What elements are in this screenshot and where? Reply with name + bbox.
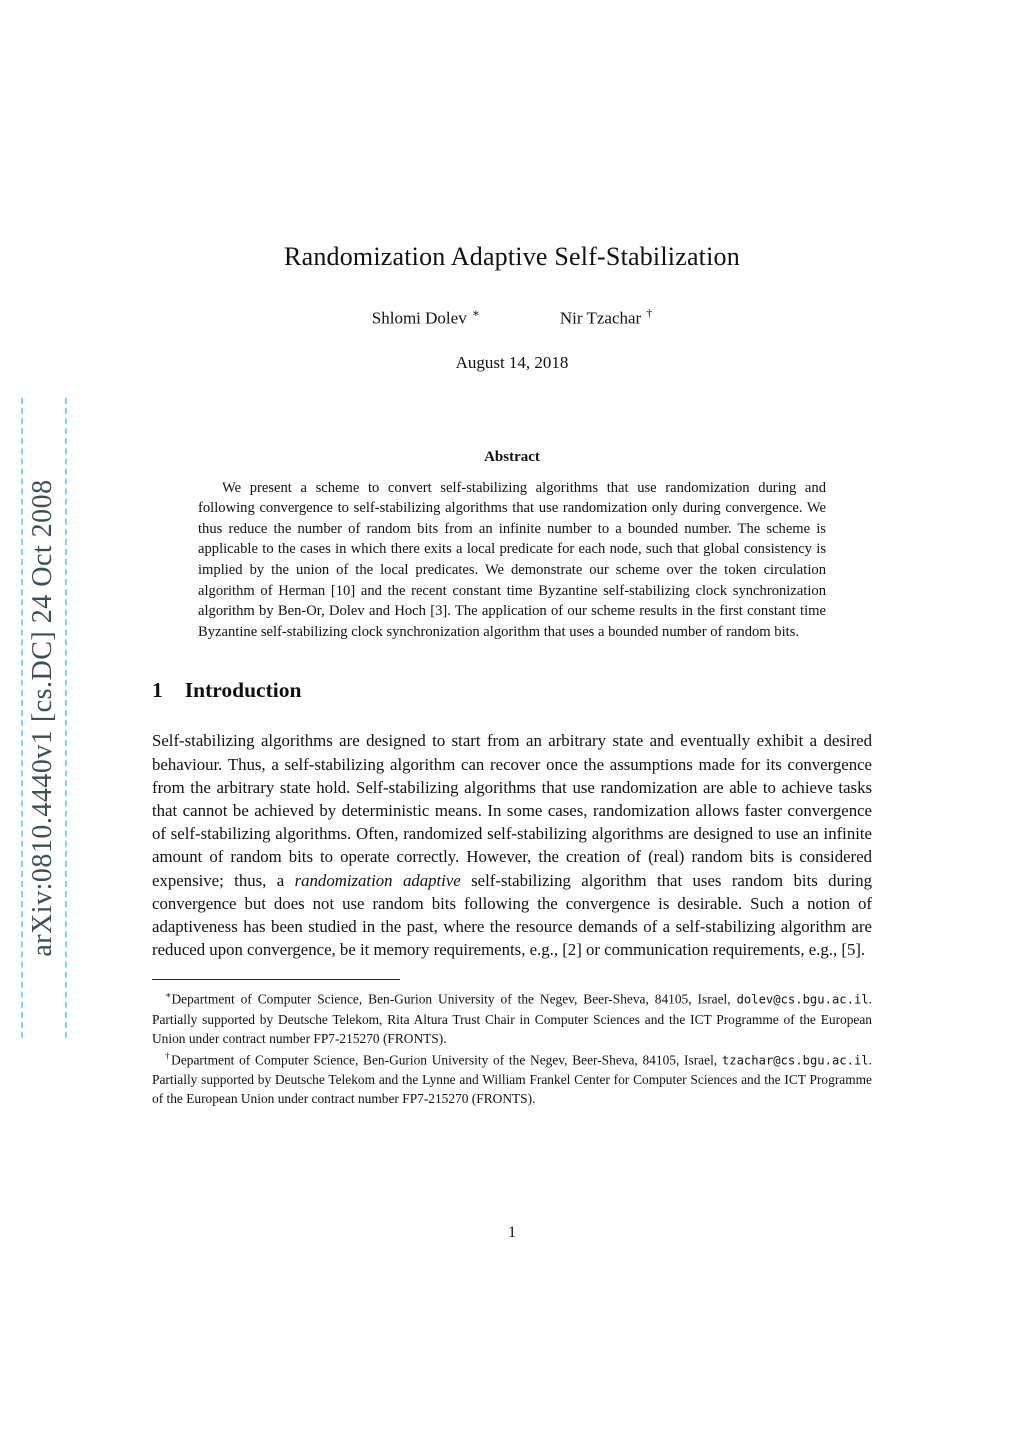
intro-italic-phrase: randomization adaptive xyxy=(294,870,461,890)
footnote-1-mark: ∗ xyxy=(165,991,172,1002)
footnote-2 xyxy=(152,1048,872,1108)
footnote-1-email: dolev@cs.bgu.ac.il xyxy=(736,992,869,1007)
footnote-1-text-before-email: Department of Computer Science, Ben-Gurion University of the Negev, Beer-Sheva, 84105, Israel, xyxy=(171,991,737,1007)
page-number: 1 xyxy=(508,1224,516,1241)
authors-line xyxy=(152,306,872,329)
abstract-heading: Abstract xyxy=(484,448,540,465)
footnote-2-text-after-email: . Partially supported by Deutsche Telekom and the Lynne and William Frankel Center for Computer Sciences and the ICT Programme of the European Union under contract number FP7-215270 (FRONTS). xyxy=(152,1052,872,1107)
section-number: 1 xyxy=(152,678,163,703)
author-1 xyxy=(372,306,480,329)
abstract-text: We present a scheme to convert self-stabilizing algorithms that use randomization during and following convergence to self-stabilizing algorithms that use randomization only during convergence. We thus reduce the number of random bits from an infinite number to a bounded number. The scheme is applicable to the cases in which there exits a local predicate for each node, such that global consistency is implied by the union of the local predicates. We demonstrate our scheme over the token circulation algorithm of Herman [10] and the recent constant time Byzantine self-stabilizing clock synchronization algorithm by Ben-Or, Dolev and Hoch [3]. The application of our scheme results in the first constant time Byzantine self-stabilizing clock synchronization algorithm that uses a bounded number of random bits. xyxy=(198,479,826,640)
author-1-name: Shlomi Dolev xyxy=(371,308,467,328)
arxiv-watermark xyxy=(21,398,67,1038)
introduction-paragraph xyxy=(152,729,872,961)
footnote-1-text-after-email: . Partially supported by Deutsche Telekom, Rita Altura Trust Chair in Computer Sciences and the ICT Programme of the European Union under contract number FP7-215270 (FRONTS). xyxy=(152,991,872,1046)
footnote-2-text-before-email: Department of Computer Science, Ben-Gurion University of the Negev, Beer-Sheva, 84105, Israel, xyxy=(171,1052,722,1068)
footnote-2-mark: † xyxy=(165,1051,172,1062)
author-2 xyxy=(560,306,652,329)
section-heading-introduction xyxy=(152,678,872,703)
paper-title: Randomization Adaptive Self-Stabilization xyxy=(284,242,740,271)
arxiv-watermark-text: arXiv:0810.4440v1 [cs.DC] 24 Oct 2008 xyxy=(27,479,58,957)
paper-content xyxy=(152,0,872,1108)
footnote-1 xyxy=(152,987,872,1047)
author-2-footnote-mark: † xyxy=(646,306,653,320)
section-title: Introduction xyxy=(184,678,302,703)
paper-date: August 14, 2018 xyxy=(455,352,569,372)
intro-text-part2: self-stabilizing algorithm that uses random bits during convergence but does not use random bits following the convergence is desirable. Such a notion of adaptiveness has been studied in the past, where the resource demands of a self-stabilizing algorithm are reduced upon convergence, be it memory requirements, e.g., [2] or communication requirements, e.g., [5]. xyxy=(152,870,872,960)
author-2-name: Nir Tzachar xyxy=(559,308,642,328)
footnote-2-email: tzachar@cs.bgu.ac.il xyxy=(721,1053,869,1068)
abstract-block xyxy=(198,449,826,643)
intro-text-part1: Self-stabilizing algorithms are designed to start from an arbitrary state and eventually exhibit a desired behaviour. Thus, a self-stabilizing algorithm can recover once the assumptions made for its convergence from the arbitrary state hold. Self-stabilizing algorithms that use randomization are able to achieve tasks that cannot be achieved by deterministic means. In some cases, randomization allows faster convergence of self-stabilizing algorithms. Often, randomized self-stabilizing algorithms are designed to use an infinite amount of random bits to operate correctly. However, the creation of (real) random bits is considered expensive; thus, a xyxy=(152,731,872,890)
author-1-footnote-mark: ∗ xyxy=(471,306,480,320)
footnote-rule xyxy=(152,979,400,980)
